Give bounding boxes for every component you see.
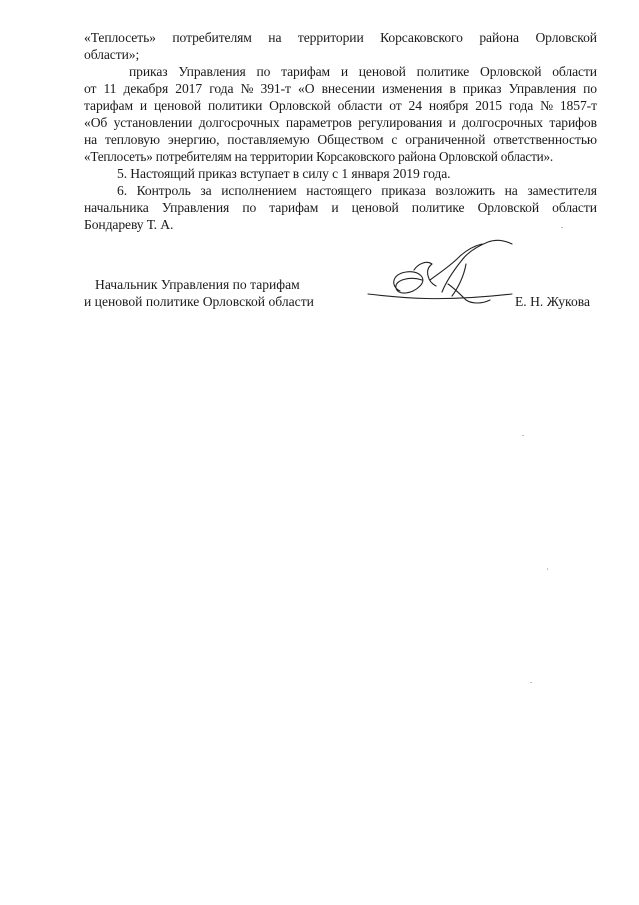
- text-line: от 11 декабря 2017 года № 391-т «О внесении изменения в приказ Управления по: [84, 81, 597, 96]
- scan-speck: [522, 435, 524, 436]
- text-line: 5. Настоящий приказ вступает в силу с 1 января 2019 года.: [117, 166, 451, 181]
- signatory-name: Е. Н. Жукова: [515, 294, 591, 309]
- scan-speck: [547, 568, 548, 570]
- text-line: тарифам и ценовой политики Орловской области от 24 ноября 2015 года № 1857-т: [84, 98, 597, 113]
- text-line: области»;: [84, 47, 140, 62]
- text-line: «Теплосеть» потребителям на территории Корсаковского района Орловской области».: [84, 149, 553, 164]
- signatory-position: Начальник Управления по тарифам: [95, 277, 300, 292]
- text-line: начальника Управления по тарифам и ценовой политике Орловской области: [84, 200, 597, 215]
- text-line: Бондареву Т. А.: [84, 217, 174, 232]
- signatory-position: и ценовой политике Орловской области: [84, 294, 314, 309]
- text-line: 6. Контроль за исполнением настоящего приказа возложить на заместителя: [117, 183, 597, 198]
- handwritten-signature: [362, 236, 522, 316]
- text-line: на тепловую энергию, поставляемую Обществом с ограниченной ответственностью: [84, 132, 597, 147]
- scan-speck: [530, 682, 532, 683]
- text-line: «Теплосеть» потребителям на территории Корсаковского района Орловской: [84, 30, 597, 45]
- scan-speck: [561, 227, 563, 228]
- text-line: приказ Управления по тарифам и ценовой политике Орловской области: [129, 64, 597, 79]
- text-line: «Об установлении долгосрочных параметров регулирования и долгосрочных тарифов: [84, 115, 597, 130]
